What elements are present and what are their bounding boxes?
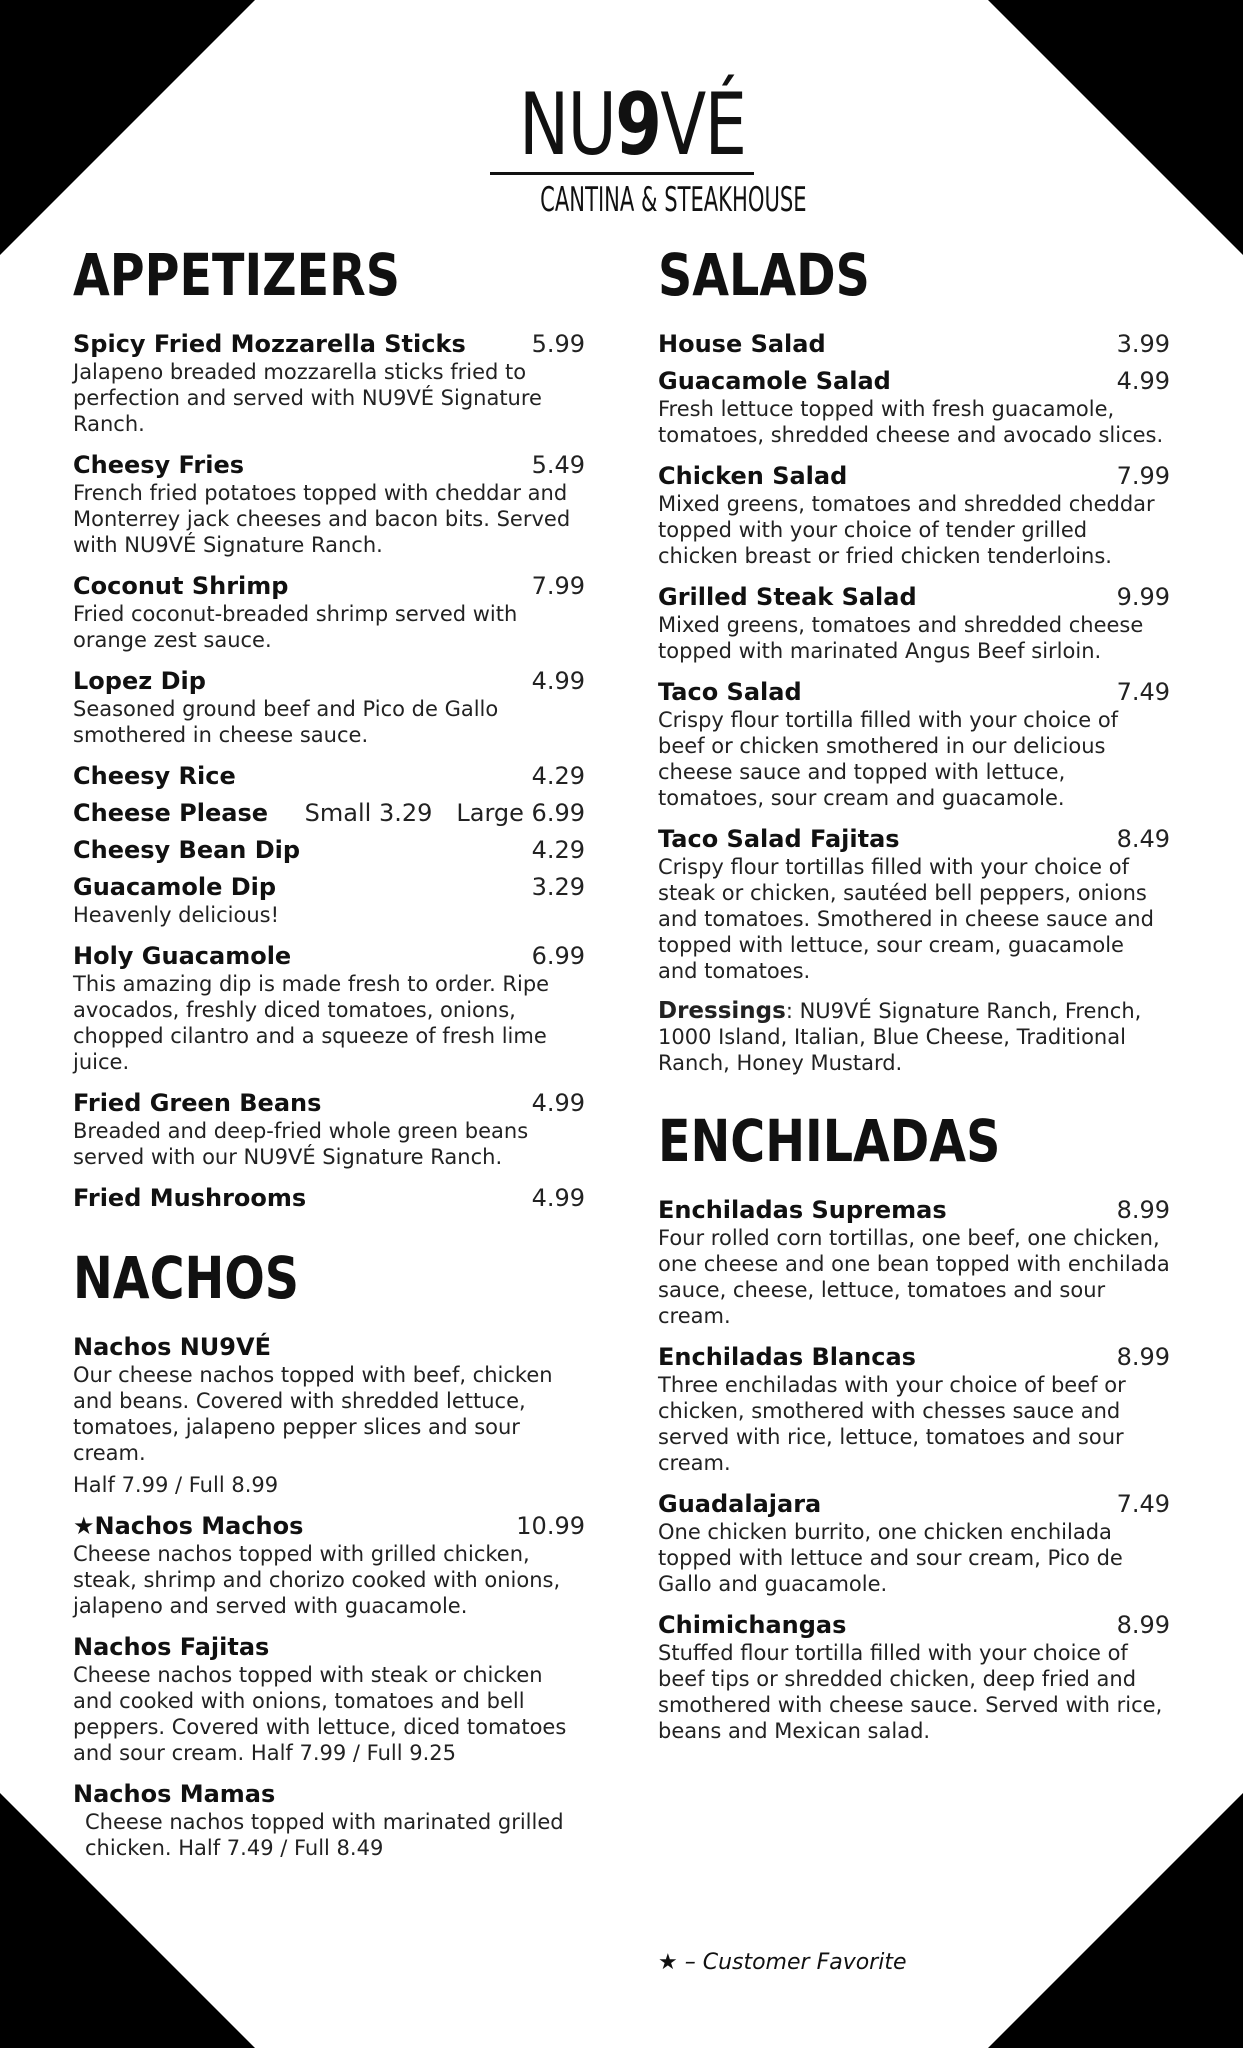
item-price: 4.29 bbox=[531, 762, 585, 790]
item-description: Seasoned ground beef and Pico de Gallo smothered in cheese sauce. bbox=[73, 697, 499, 747]
menu-item bbox=[658, 678, 1170, 811]
section-title-appetizers: APPETIZERS bbox=[73, 241, 401, 309]
item-name: Guacamole Dip bbox=[73, 873, 277, 901]
corner-decoration-bottom-right bbox=[988, 1793, 1243, 2048]
item-price: 7.49 bbox=[1116, 678, 1170, 706]
item-name: Holy Guacamole bbox=[73, 942, 292, 970]
restaurant-logo bbox=[490, 75, 807, 220]
item-name: Fried Mushrooms bbox=[73, 1184, 307, 1212]
menu-item bbox=[73, 572, 585, 653]
item-name: Fried Green Beans bbox=[73, 1089, 322, 1117]
item-name: Taco Salad bbox=[658, 678, 802, 706]
menu-item bbox=[658, 1490, 1170, 1597]
item-price: 7.99 bbox=[531, 572, 585, 600]
item-name: Guadalajara bbox=[658, 1490, 822, 1518]
item-description: Fried coconut-breaded shrimp served with orange zest sauce. bbox=[73, 602, 518, 652]
menu-item bbox=[658, 367, 1170, 448]
item-name: Chimichangas bbox=[658, 1611, 847, 1639]
item-name: Chicken Salad bbox=[658, 462, 848, 490]
menu-item bbox=[73, 667, 585, 748]
item-name: Enchiladas Supremas bbox=[658, 1196, 947, 1224]
item-price: 8.99 bbox=[1116, 1611, 1170, 1639]
item-description: Breaded and deep-fried whole green beans served with our NU9VÉ Signature Ranch. bbox=[73, 1119, 529, 1169]
item-description: Cheese nachos topped with grilled chicken, steak, shrimp and chorizo cooked with onions, jalapeno and served with guacamole. bbox=[73, 1542, 561, 1618]
menu-item bbox=[73, 942, 585, 1075]
item-name: Cheese Please bbox=[73, 799, 269, 827]
menu-item bbox=[73, 1184, 585, 1213]
menu-item bbox=[658, 1343, 1170, 1476]
menu-item bbox=[658, 825, 1170, 984]
menu-item bbox=[73, 451, 585, 558]
section-title-nachos: NACHOS bbox=[73, 1244, 300, 1312]
item-description: Fresh lettuce topped with fresh guacamole, tomatoes, shredded cheese and avocado slices. bbox=[658, 397, 1164, 447]
item-price-options bbox=[305, 799, 585, 828]
item-price: 9.99 bbox=[1116, 583, 1170, 611]
item-name: Cheesy Bean Dip bbox=[73, 836, 301, 864]
menu-item bbox=[658, 330, 1170, 359]
item-price: 7.99 bbox=[1116, 462, 1170, 490]
left-column bbox=[73, 240, 585, 1875]
item-description: This amazing dip is made fresh to order. Ripe avocados, freshly diced tomatoes, onions, chopped cilantro and a squeeze of fresh lime juice. bbox=[73, 972, 550, 1074]
item-name: Taco Salad Fajitas bbox=[658, 825, 900, 853]
item-price: 5.99 bbox=[531, 330, 585, 358]
menu-item bbox=[73, 1089, 585, 1170]
menu-item bbox=[73, 330, 585, 437]
logo-wordmark: NU9VÉ bbox=[519, 75, 746, 175]
item-price: 8.99 bbox=[1116, 1196, 1170, 1224]
menu-item bbox=[73, 873, 585, 928]
customer-favorite-footnote: ★ – Customer Favorite bbox=[658, 1950, 907, 1975]
item-price: 10.99 bbox=[516, 1512, 585, 1540]
item-description: Stuffed flour tortilla filled with your choice of beef tips or shredded chicken, deep fried and smothered with cheese sauce. Served with rice, beans and Mexican salad. bbox=[658, 1641, 1163, 1743]
menu-item bbox=[658, 583, 1170, 664]
item-price: 4.99 bbox=[531, 1089, 585, 1117]
menu-item bbox=[658, 462, 1170, 569]
item-name: Nachos NU9VÉ bbox=[73, 1333, 271, 1361]
item-description: Heavenly delicious! bbox=[73, 903, 279, 927]
item-description: Cheese nachos topped with marinated grilled chicken. Half 7.49 / Full 8.49 bbox=[85, 1810, 564, 1860]
menu-item bbox=[658, 1611, 1170, 1744]
item-price: 4.99 bbox=[1116, 367, 1170, 395]
item-description: Four rolled corn tortillas, one beef, one chicken, one cheese and one bean topped with enchilada sauce, cheese, lettuce, tomatoes and sour cream. bbox=[658, 1226, 1170, 1328]
item-name: Nachos Mamas bbox=[73, 1780, 276, 1808]
item-description: Our cheese nachos topped with beef, chicken and beans. Covered with shredded lettuce, tomatoes, jalapeno pepper slices and sour cream. bbox=[73, 1363, 553, 1465]
item-name: Nachos Fajitas bbox=[73, 1633, 270, 1661]
menu-item bbox=[73, 1333, 585, 1498]
item-description: Three enchiladas with your choice of beef or chicken, smothered with chesses sauce and served with rice, lettuce, tomatoes and sour cream. bbox=[658, 1373, 1126, 1475]
dressings-note bbox=[658, 998, 1170, 1076]
corner-decoration-top-left bbox=[0, 0, 255, 255]
menu-item bbox=[73, 1633, 585, 1766]
menu-item bbox=[73, 799, 585, 828]
item-description: Crispy flour tortilla filled with your choice of beef or chicken smothered in our delicious cheese sauce and topped with lettuce, tomatoes, sour cream and guacamole. bbox=[658, 708, 1119, 810]
item-name: Enchiladas Blancas bbox=[658, 1343, 916, 1371]
item-description: Mixed greens, tomatoes and shredded cheddar topped with your choice of tender grilled chicken breast or fried chicken tenderloins. bbox=[658, 492, 1155, 568]
item-price: 6.99 bbox=[531, 942, 585, 970]
item-name: House Salad bbox=[658, 330, 826, 358]
item-price: 5.49 bbox=[531, 451, 585, 479]
corner-decoration-top-right bbox=[988, 0, 1243, 255]
item-description: One chicken burrito, one chicken enchilada topped with lettuce and sour cream, Pico de Gallo and guacamole. bbox=[658, 1520, 1123, 1596]
item-name: Cheesy Rice bbox=[73, 762, 236, 790]
item-description: Cheese nachos topped with steak or chicken and cooked with onions, tomatoes and bell peppers. Covered with lettuce, diced tomatoes and sour cream. Half 7.99 / Full 9.25 bbox=[73, 1663, 567, 1765]
section-title-enchiladas: ENCHILADAS bbox=[658, 1107, 1001, 1175]
item-price-options: Half 7.99 / Full 8.99 bbox=[73, 1473, 279, 1497]
menu-item bbox=[73, 762, 585, 791]
item-price: 7.49 bbox=[1116, 1490, 1170, 1518]
item-name: Grilled Steak Salad bbox=[658, 583, 917, 611]
item-price: 4.29 bbox=[531, 836, 585, 864]
item-name: Cheesy Fries bbox=[73, 451, 245, 479]
item-price: 8.49 bbox=[1116, 825, 1170, 853]
item-price: 4.99 bbox=[531, 667, 585, 695]
right-column bbox=[658, 240, 1170, 1758]
price-small: Small 3.29 bbox=[304, 799, 433, 827]
price-large: Large 6.99 bbox=[456, 799, 585, 827]
item-name: Guacamole Salad bbox=[658, 367, 891, 395]
item-price: 3.29 bbox=[531, 873, 585, 901]
item-name: Spicy Fried Mozzarella Sticks bbox=[73, 330, 466, 358]
item-name: Lopez Dip bbox=[73, 667, 206, 695]
menu-item bbox=[73, 1512, 585, 1619]
item-price: 3.99 bbox=[1116, 330, 1170, 358]
item-description: Crispy flour tortillas filled with your choice of steak or chicken, sautéed bell peppers, onions and tomatoes. Smothered in cheese sauce and topped with lettuce, sour cream, guacamole and tomatoes. bbox=[658, 855, 1154, 983]
item-description: French fried potatoes topped with cheddar and Monterrey jack cheeses and bacon bits. Served with NU9VÉ Signature Ranch. bbox=[73, 481, 571, 557]
item-name: Coconut Shrimp bbox=[73, 572, 289, 600]
item-description: Jalapeno breaded mozzarella sticks fried to perfection and served with NU9VÉ Signature Ranch. bbox=[73, 360, 542, 436]
menu-item bbox=[658, 1196, 1170, 1329]
item-price: 8.99 bbox=[1116, 1343, 1170, 1371]
menu-item bbox=[73, 836, 585, 865]
section-title-salads: SALADS bbox=[658, 241, 870, 309]
menu-item bbox=[73, 1780, 585, 1861]
item-price: 4.99 bbox=[531, 1184, 585, 1212]
item-description: Mixed greens, tomatoes and shredded cheese topped with marinated Angus Beef sirloin. bbox=[658, 613, 1144, 663]
logo-subtitle: CANTINA & STEAKHOUSE bbox=[540, 180, 807, 220]
item-name: ★Nachos Machos bbox=[73, 1512, 304, 1540]
dressings-text: : NU9VÉ Signature Ranch, French, 1000 Island, Italian, Blue Cheese, Traditional Ranch, Honey Mustard. bbox=[658, 999, 1142, 1075]
dressings-label: Dressings bbox=[658, 998, 786, 1024]
